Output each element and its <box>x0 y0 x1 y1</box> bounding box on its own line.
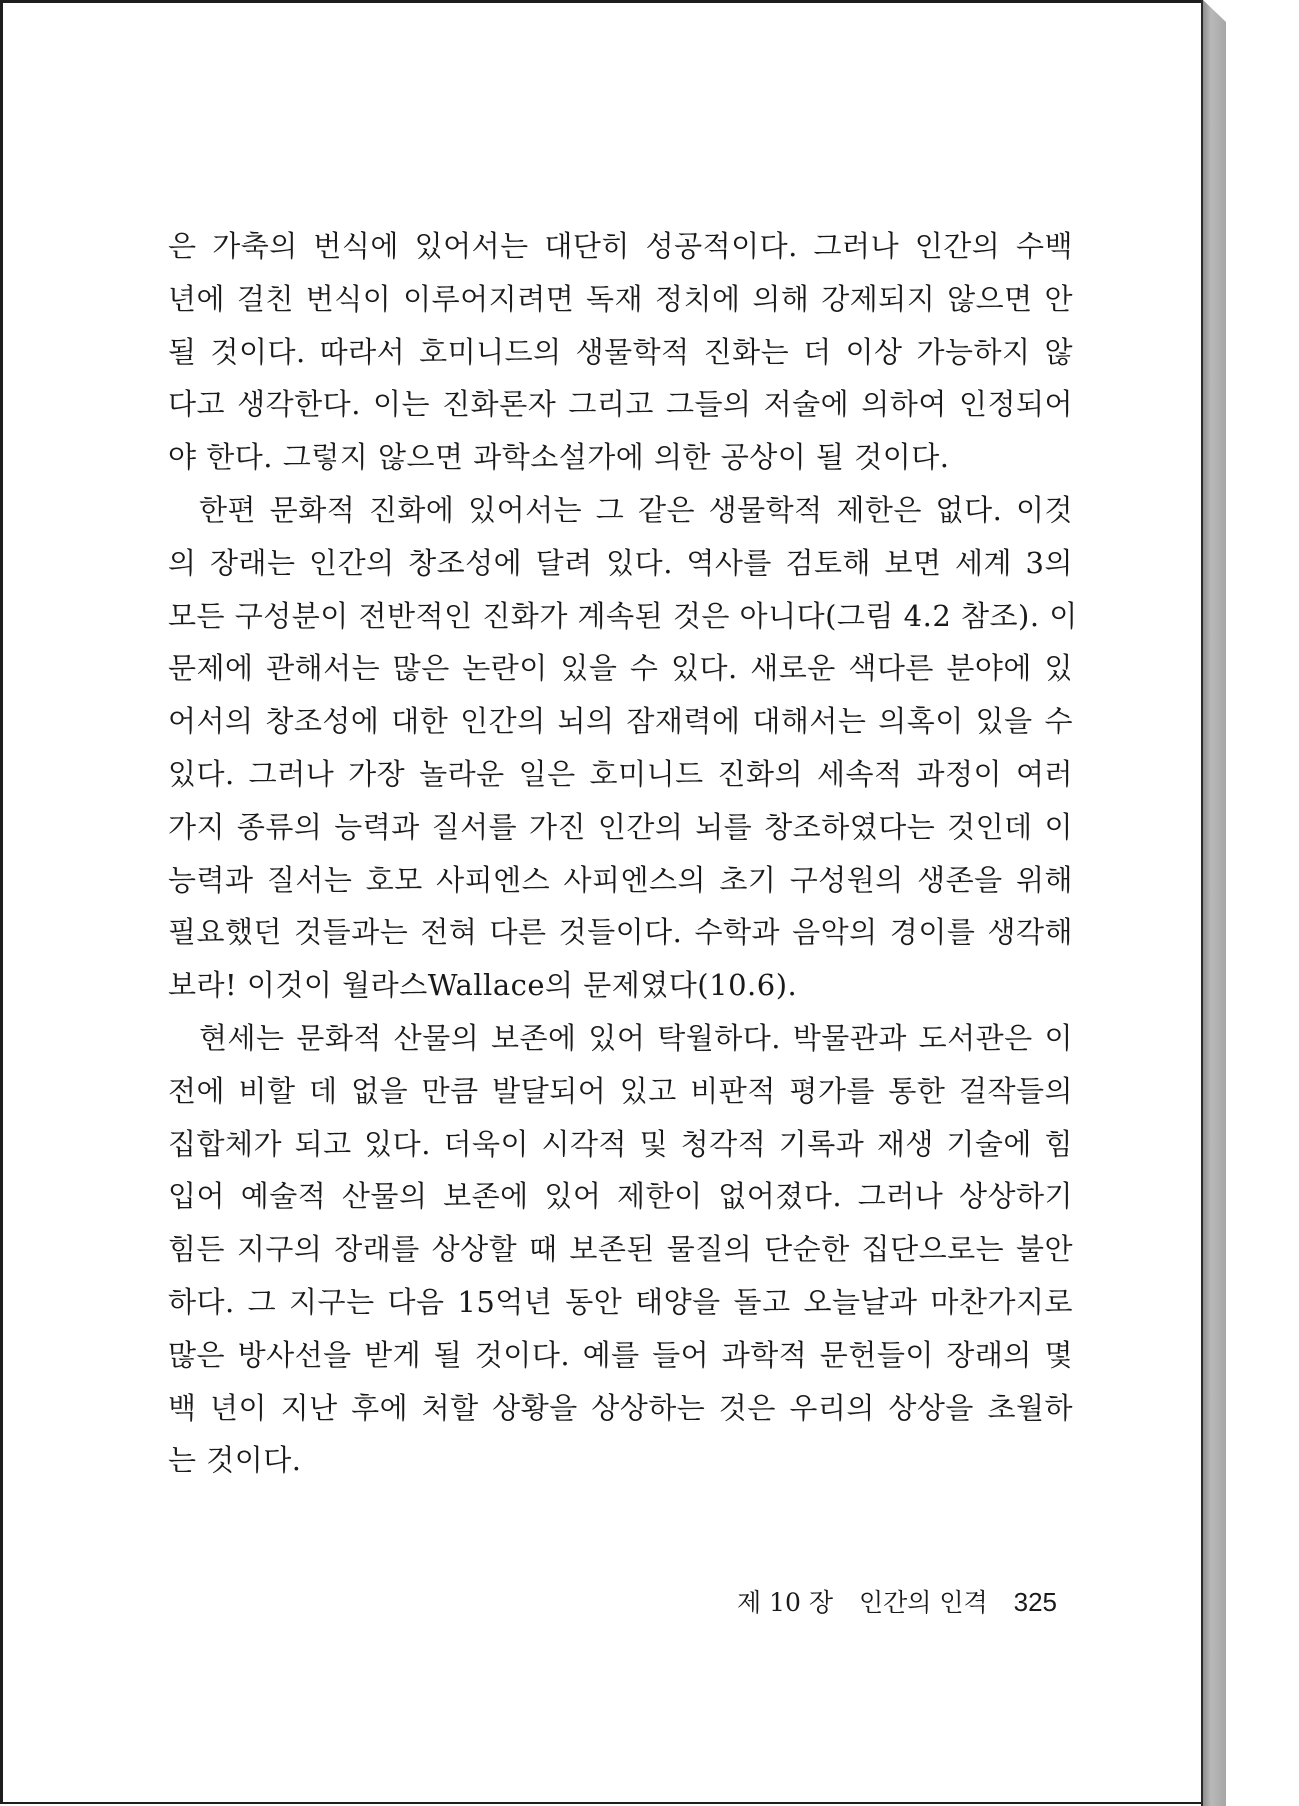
text-line: 백 년이 지난 후에 처할 상황을 상상하는 것은 우리의 상상을 초월하 <box>168 1390 1073 1425</box>
text-line: 의 장래는 인간의 창조성에 달려 있다. 역사를 검토해 보면 세계 3의 <box>168 545 1073 580</box>
text-line: 는 것이다. <box>168 1443 302 1478</box>
text-line: 야 한다. 그렇지 않으면 과학소설가에 의한 공상이 될 것이다. <box>168 440 950 475</box>
text-line: 될 것이다. 따라서 호미니드의 생물학적 진화는 더 이상 가능하지 않 <box>168 334 1073 369</box>
text-line: 집합체가 되고 있다. 더욱이 시각적 및 청각적 기록과 재생 기술에 힘 <box>168 1126 1073 1161</box>
footer-chapter: 제 10 장 <box>737 1588 834 1617</box>
text-line: 년에 걸친 번식이 이루어지려면 독재 정치에 의해 강제되지 않으면 안 <box>168 281 1073 316</box>
text-line: 하다. 그 지구는 다음 15억년 동안 태양을 돌고 오늘날과 마찬가지로 <box>168 1284 1073 1319</box>
text-line: 가지 종류의 능력과 질서를 가진 인간의 뇌를 창조하였다는 것인데 이 <box>168 809 1073 844</box>
text-line: 은 가축의 번식에 있어서는 대단히 성공적이다. 그러나 인간의 수백 <box>168 229 1073 263</box>
page-number: 325 <box>1013 1587 1058 1617</box>
running-footer <box>737 1583 1077 1619</box>
page-edge <box>1203 0 1226 1806</box>
text-line: 많은 방사선을 받게 될 것이다. 예를 들어 과학적 문헌들이 장래의 몇 <box>168 1337 1073 1372</box>
text-line: 능력과 질서는 호모 사피엔스 사피엔스의 초기 구성원의 생존을 위해 <box>168 862 1073 897</box>
body-text <box>168 220 1078 1487</box>
page-edge-line <box>1201 0 1203 1806</box>
text-line: 필요했던 것들과는 전혀 다른 것들이다. 수학과 음악의 경이를 생각해 <box>168 915 1073 950</box>
text-line: 현세는 문화적 산물의 보존에 있어 탁월하다. 박물관과 도서관은 이 <box>199 1020 1073 1055</box>
text-line: 모든 구성분이 전반적인 진화가 계속된 것은 아니다(그림 4.2 참조). 이 <box>168 598 1078 633</box>
text-line: 힘든 지구의 장래를 상상할 때 보존된 물질의 단순한 집단으로는 불안 <box>168 1232 1073 1267</box>
text-line: 있다. 그러나 가장 놀라운 일은 호미니드 진화의 세속적 과정이 여러 <box>168 756 1073 791</box>
text-line: 보라! 이것이 월라스Wallace의 문제였다(10.6). <box>168 968 798 1003</box>
text-line: 입어 예술적 산물의 보존에 있어 제한이 없어졌다. 그러나 상상하기 <box>168 1179 1073 1214</box>
text-line: 어서의 창조성에 대한 인간의 뇌의 잠재력에 대해서는 의혹이 있을 수 <box>168 704 1073 739</box>
text-line: 문제에 관해서는 많은 논란이 있을 수 있다. 새로운 색다른 분야에 있 <box>168 651 1073 686</box>
text-line: 전에 비할 데 없을 만큼 발달되어 있고 비판적 평가를 통한 걸작들의 <box>168 1073 1073 1108</box>
text-line: 한편 문화적 진화에 있어서는 그 같은 생물학적 제한은 없다. 이것 <box>199 492 1073 527</box>
footer-chapter-title: 인간의 인격 <box>858 1588 988 1617</box>
text-line: 다고 생각한다. 이는 진화론자 그리고 그들의 저술에 의하여 인정되어 <box>168 387 1073 422</box>
